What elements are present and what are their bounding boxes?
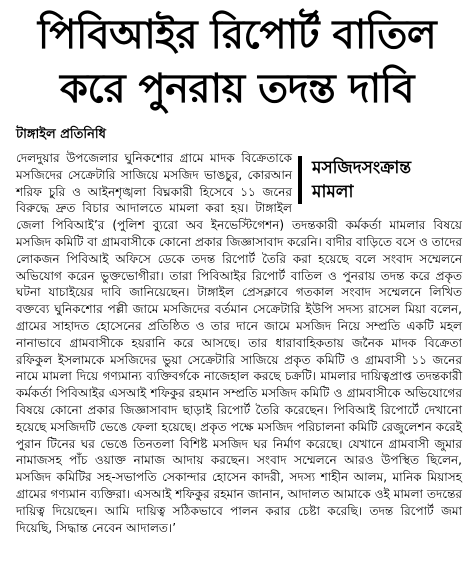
article-body — [16, 150, 462, 536]
headline — [8, 8, 466, 116]
article-paragraph: দেলদুয়ার উপজেলার ঘুনিকশোর গ্রামে মাদক বিক্রেতাকে মসজিদের সেক্রেটারি সাজিয়ে মসজিদ ভাঙচুর, কোরআন শরিফ চুরি ও আইনশৃঙ্খলা বিঘ্নকারী হিসেবে ১১ জনের বিরুদ্ধে দ্রুত বিচার আদালতে মামলা করা হয়। টাঙ্গাইল জেলা পিবিআই’র (পুলিশ ব্যুরো অব ইনভেস্টিগেশন) তদন্তকারী কর্মকর্তা মামলার বিষয়ে মসজিদ কমিটি বা গ্রামবাসীকে কোনো প্রকার জিজ্ঞাসাবাদ করেনি। বাদীর বাড়িতে বসে ও তাদের লোকজন পিবিআই অফিসে ডেকে তদন্ত রিপোর্ট তৈরি করা হয়েছে বলে সংবাদ সম্মেলনে অভিযোগ করেন ভুক্তভোগীরা। তারা পিবিআইর রিপোর্ট বাতিল ও পুনরায় তদন্ত করে প্রকৃত ঘটনা যাচাইয়ের দাবি জানিয়েছেন। টাঙ্গাইল প্রেসক্লাবে গতকাল সংবাদ সম্মেলনে লিখিত বক্তব্যে ঘুনিকশোর পল্লী জামে মসজিদের বর্তমান সেক্রেটারি ইউপি সদস্য রাসেল মিয়া বলেন, গ্রামের সাহাদত হোসেনের প্রতিষ্ঠিত ও তার দানে জামে মসজিদ নিয়ে সম্প্রতি একটি মহল নানাভাবে গ্রামবাসীকে হয়রানি করে আসছে। তার ধারাবাহিকতায় জনৈক মাদক বিক্রেতা রফিকুল ইসলামকে মসজিদের ভুয়া সেক্রেটারি সাজিয়ে প্রকৃত কমিটি ও গ্রামবাসী ১১ জনের নামে মামলা দিয়ে গণ্যমান্য ব্যক্তিবর্গকে নাজেহাল করছে চক্রটি। মামলার দায়িত্বপ্রাপ্ত তদন্তকারী কর্মকর্তা পিবিআইর এসআই শফিকুর রহমান সম্প্রতি মসজিদ কমিটি ও গ্রামবাসীকে অভিযোগের বিষয়ে কোনো প্রকার জিজ্ঞাসাবাদ ছাড়াই রিপোর্ট তৈরি করেছেন। পিবিআই রিপোর্টে দেখানো হয়েছে মসজিদটি ভেঙে ফেলা হয়েছে। প্রকৃত পক্ষে মসজিদ পরিচালনা কমিটি রেজুলেশন করেই পুরান টিনের ঘর ভেঙে তিনতলা বিশিষ্ট মসজিদ ঘর নির্মাণ করেছে। যেখানে গ্রামবাসী জুমার নামাজসহ পাঁচ ওয়াক্ত নামাজ আদায় করছেন। সংবাদ সম্মেলনে আরও উপস্থিত ছিলেন, মসজিদ কমিটির সহ-সভাপতি সেকান্দার হোসেন কাদরী, সদস্য শাহীন আলম, মানিক মিয়াসহ গ্রামের গণ্যমান ব্যক্তিরা। এসআই শফিকুর রহমান জানান, আদালত আমাকে ওই মামলা তদন্তের দায়িত্ব দিয়েছেন। আমি দায়িত্ব সঠিকভাবে পালন করার চেষ্টা করেছি। তদন্ত রিপোর্ট জমা দিয়েছি, সিদ্ধান্ত নেবেন আদালত।’ — [16, 151, 462, 535]
pullquote — [298, 156, 462, 204]
pullquote-line-2: মামলা — [312, 182, 354, 202]
byline: টাঙ্গাইল প্রতিনিধি — [16, 127, 106, 142]
headline-line-2: করে পুনরায় তদন্ত দাবি — [60, 66, 414, 112]
headline-line-1: পিবিআইর রিপোর্ট বাতিল — [37, 12, 437, 58]
pullquote-line-1: মসজিদসংক্রান্ত — [312, 158, 412, 178]
